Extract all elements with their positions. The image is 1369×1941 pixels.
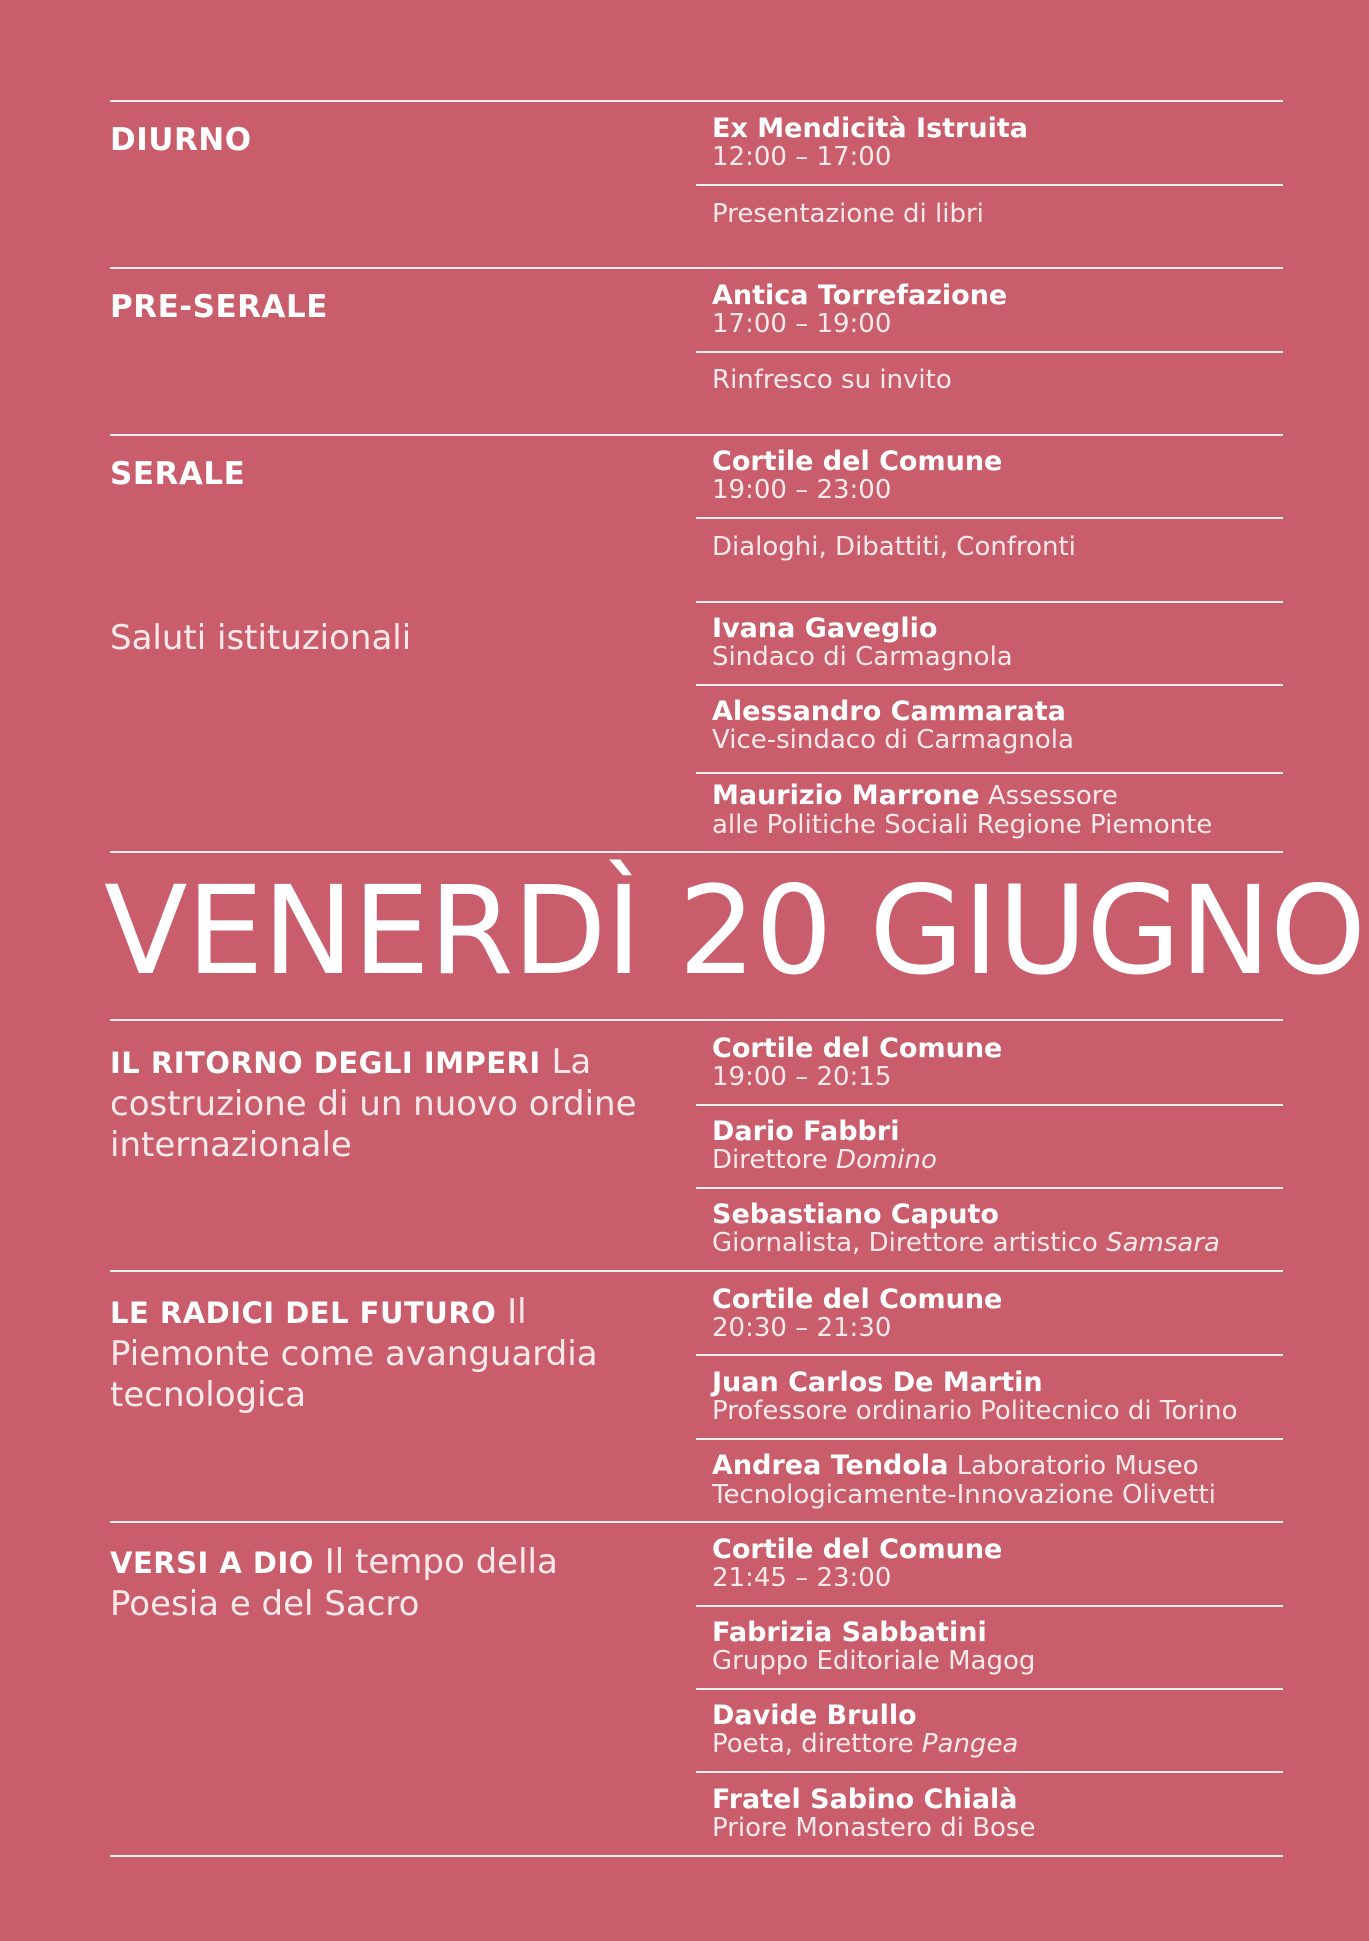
venue-time: 19:00 – 20:15 <box>712 1062 892 1092</box>
speaker-role-italic: Domino <box>836 1145 937 1175</box>
venue-time: 21:45 – 23:00 <box>712 1563 892 1593</box>
speaker-role: Tecnologicamente-Innovazione Olivetti <box>712 1480 1216 1510</box>
venue-time: 12:00 – 17:00 <box>712 142 892 172</box>
venue-name: Cortile del Comune <box>712 1033 1003 1064</box>
speaker-role-italic: Samsara <box>1106 1228 1220 1258</box>
speaker-name: Dario Fabbri <box>712 1116 900 1147</box>
venue-name: Cortile del Comune <box>712 446 1003 477</box>
speaker-cell <box>712 1200 1302 1258</box>
venue-name: Ex Mendicità Istruita <box>712 113 1028 144</box>
venue-cell-diurno <box>712 114 1302 172</box>
speaker-role-italic: Pangea <box>921 1729 1019 1759</box>
divider <box>696 1771 1283 1773</box>
divider <box>110 1855 1283 1857</box>
divider <box>696 684 1283 686</box>
speaker-role: Sindaco di Carmagnola <box>712 642 1013 672</box>
session-title: LE RADICI DEL FUTURO <box>110 1296 497 1330</box>
speaker-role: Gruppo Editoriale Magog <box>712 1646 1036 1676</box>
divider <box>696 1187 1283 1189</box>
divider <box>696 772 1283 774</box>
divider <box>110 267 1283 269</box>
speaker-cell <box>712 1618 1302 1676</box>
speaker-name: Sebastiano Caputo <box>712 1199 999 1230</box>
divider <box>696 1104 1283 1106</box>
speaker-name: Davide Brullo <box>712 1700 917 1731</box>
activity-text: Rinfresco su invito <box>712 365 952 395</box>
divider <box>110 1521 1283 1523</box>
session-title-block <box>110 1292 670 1416</box>
activity-text: Dialoghi, Dibattiti, Confronti <box>712 532 1076 562</box>
venue-cell-serale <box>712 447 1302 505</box>
speaker-cell <box>712 614 1302 672</box>
divider <box>110 434 1283 436</box>
venue-cell-pre-serale <box>712 281 1302 339</box>
venue-name: Antica Torrefazione <box>712 280 1008 311</box>
divider <box>696 1605 1283 1607</box>
session-subtitle: Il Piemonte come avanguardia tecnologica <box>110 1292 598 1415</box>
speaker-name: Fratel Sabino Chialà <box>712 1784 1018 1815</box>
session-venue-cell <box>712 1034 1302 1092</box>
divider <box>696 351 1283 353</box>
divider <box>696 1438 1283 1440</box>
venue-time: 17:00 – 19:00 <box>712 309 892 339</box>
divider <box>696 517 1283 519</box>
divider <box>696 1688 1283 1690</box>
speaker-role: Direttore <box>712 1145 828 1175</box>
divider <box>696 1354 1283 1356</box>
speaker-name: Ivana Gaveglio <box>712 613 938 644</box>
divider <box>110 851 1283 853</box>
speaker-name: Juan Carlos De Martin <box>712 1367 1043 1398</box>
speaker-role: Vice-sindaco di Carmagnola <box>712 725 1074 755</box>
speaker-cell <box>712 1451 1302 1510</box>
speaker-name: Alessandro Cammarata <box>712 696 1066 727</box>
speaker-role: alle Politiche Sociali Regione Piemonte <box>712 810 1213 840</box>
speaker-role-inline: Assessore <box>987 781 1118 811</box>
greetings-label: Saluti istituzionali <box>110 618 412 658</box>
speaker-role-inline: Laboratorio Museo <box>956 1451 1199 1481</box>
divider <box>110 1019 1283 1021</box>
divider <box>110 1270 1283 1272</box>
divider <box>696 184 1283 186</box>
speaker-cell <box>712 1117 1302 1175</box>
speaker-cell <box>712 1701 1302 1759</box>
activity-cell-pre-serale <box>712 365 1302 395</box>
speaker-role: Priore Monastero di Bose <box>712 1813 1036 1843</box>
speaker-cell <box>712 697 1302 755</box>
speaker-role: Professore ordinario Politecnico di Torino <box>712 1396 1238 1426</box>
session-title-block <box>110 1542 670 1625</box>
session-title: IL RITORNO DEGLI IMPERI <box>110 1046 541 1080</box>
venue-name: Cortile del Comune <box>712 1534 1003 1565</box>
day-title: VENERDÌ 20 GIUGNO <box>104 860 1366 1002</box>
venue-time: 19:00 – 23:00 <box>712 475 892 505</box>
session-subtitle: La costruzione di un nuovo ordine internazionale <box>110 1042 637 1165</box>
speaker-role: Poeta, direttore <box>712 1729 914 1759</box>
session-title-block <box>110 1042 670 1166</box>
session-venue-cell <box>712 1285 1302 1343</box>
speaker-name: Maurizio Marrone <box>712 780 980 811</box>
session-subtitle: Il tempo della Poesia e del Sacro <box>110 1542 558 1624</box>
divider <box>110 100 1283 102</box>
slot-heading-diurno: DIURNO <box>110 122 252 158</box>
speaker-name: Andrea Tendola <box>712 1450 949 1481</box>
slot-heading-pre-serale: PRE-SERALE <box>110 289 328 325</box>
venue-name: Cortile del Comune <box>712 1284 1003 1315</box>
slot-heading-serale: SERALE <box>110 456 246 492</box>
activity-text: Presentazione di libri <box>712 199 984 229</box>
session-venue-cell <box>712 1535 1302 1593</box>
speaker-cell <box>712 1368 1302 1426</box>
speaker-name: Fabrizia Sabbatini <box>712 1617 987 1648</box>
speaker-cell <box>712 781 1302 840</box>
activity-cell-diurno <box>712 199 1302 229</box>
venue-time: 20:30 – 21:30 <box>712 1313 892 1343</box>
speaker-cell <box>712 1785 1302 1843</box>
speaker-role: Giornalista, Direttore artistico <box>712 1228 1098 1258</box>
session-title: VERSI A DIO <box>110 1546 314 1580</box>
divider <box>696 601 1283 603</box>
activity-cell-serale <box>712 532 1302 562</box>
